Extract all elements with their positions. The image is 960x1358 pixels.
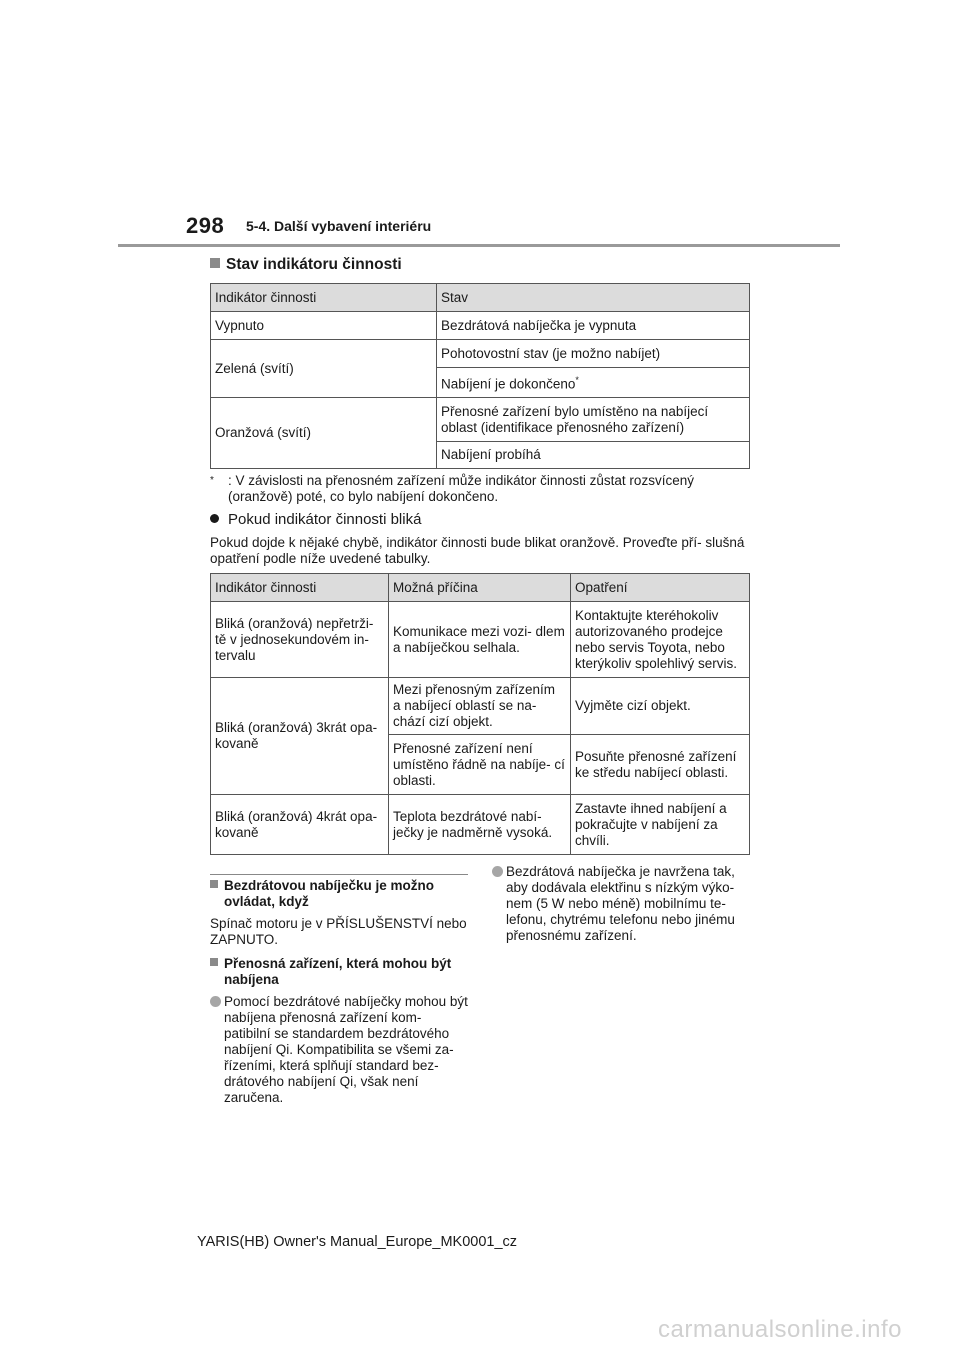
notes-left-column (210, 878, 470, 1106)
table-header-cell: Možná příčina (389, 574, 571, 602)
table-header-row (211, 574, 750, 602)
table-cell: Přenosné zařízení bylo umístěno na nabíjecí oblast (identifikace přenosného zařízení) (437, 398, 750, 442)
table-cell: Posuňte přenosné zařízení ke středu nabíjecí oblasti. (571, 735, 750, 795)
table-cell: Bezdrátová nabíječka je vypnuta (437, 312, 750, 340)
table-cell: Vypnuto (211, 312, 437, 340)
table-cell: Přenosné zařízení není umístěno řádně na nabíje- cí oblasti. (389, 735, 571, 795)
footnote-marker: * (575, 375, 579, 386)
table-row (211, 602, 750, 678)
table-header-cell: Indikátor činnosti (211, 284, 437, 312)
footnote-text: : V závislosti na přenosném zařízení může indikátor činnosti zůstat rozsvícený (oranžově) poté, co bylo nabíjení dokončeno. (228, 473, 694, 504)
table-header-row (211, 284, 750, 312)
table-header-cell: Stav (437, 284, 750, 312)
table-cell: Bliká (oranžová) nepřetrži- tě v jednosekundovém in- tervalu (211, 602, 389, 678)
error-table (210, 573, 750, 855)
bullet-dot-icon (210, 514, 219, 523)
table-cell: Kontaktujte kteréhokoliv autorizovaného prodejce nebo servis Toyota, nebo kterýkoliv spolehlivý servis. (571, 602, 750, 678)
table-cell (437, 368, 750, 398)
note-bullet (210, 994, 470, 1106)
table-row (211, 678, 750, 735)
table-cell: Vyjměte cizí objekt. (571, 678, 750, 735)
section-title: 5-4. Další vybavení interiéru (246, 218, 432, 234)
table-cell: Bliká (oranžová) 4krát opa- kovaně (211, 795, 389, 855)
table-header-cell: Indikátor činnosti (211, 574, 389, 602)
square-bullet-icon (210, 880, 218, 888)
table-cell-text: Nabíjení je dokončeno (441, 376, 576, 392)
footnote (210, 473, 755, 505)
table-cell: Oranžová (svítí) (211, 398, 437, 469)
table-header-cell: Opatření (571, 574, 750, 602)
table-cell: Nabíjení probíhá (437, 442, 750, 469)
square-bullet-icon (210, 258, 220, 268)
intro-paragraph: Pokud dojde k nějaké chybě, indikátor činnosti bude blikat oranžově. Proveďte pří- slušná opatření podle níže uvedené tabulky. (210, 535, 745, 566)
note-text: Spínač motoru je v PŘÍSLUŠENSTVÍ nebo ZAPNUTO. (210, 916, 467, 947)
note-bullet (492, 864, 757, 944)
note-heading (210, 956, 470, 988)
bullet-dot-icon (492, 866, 503, 877)
note-bullet-text: Bezdrátová nabíječka je navržena tak, aby dodávala elektřinu s nízkým výko- nem (5 W nebo méně) mobilnímu te- lefonu, chytrému telefonu nebo jinému přenosnému zařízení. (506, 864, 735, 943)
header-divider (118, 244, 840, 247)
table-cell: Bliká (oranžová) 3krát opa- kovaně (211, 678, 389, 795)
table-row (211, 312, 750, 340)
note-heading (210, 878, 470, 910)
footer-text: YARIS(HB) Owner's Manual_Europe_MK0001_cz (197, 1234, 518, 1250)
footnote-star: * (210, 475, 214, 486)
status-table (210, 283, 750, 469)
table-row (211, 398, 750, 442)
watermark: carmanualsonline.info (658, 1316, 902, 1343)
table-cell: Zelená (svítí) (211, 340, 437, 398)
table-cell: Komunikace mezi vozi- dlem a nabíječkou selhala. (389, 602, 571, 678)
table-row (211, 795, 750, 855)
heading-status-text: Stav indikátoru činnosti (226, 256, 402, 273)
note-heading-text: Bezdrátovou nabíječku je možno ovládat, když (224, 878, 435, 909)
table-row (211, 340, 750, 368)
table-cell: Zastavte ihned nabíjení a pokračujte v nabíjení za chvíli. (571, 795, 750, 855)
bullet-dot-icon (210, 996, 221, 1007)
heading-status (210, 256, 402, 274)
table-cell: Teplota bezdrátové nabí- ječky je nadměrně vysoká. (389, 795, 571, 855)
notes-right-column (492, 864, 757, 944)
footnote-mark (210, 473, 228, 493)
table-cell: Pohotovostní stav (je možno nabíjet) (437, 340, 750, 368)
square-bullet-icon (210, 958, 218, 966)
note-bullet-text: Pomocí bezdrátové nabíječky mohou být nabíjena přenosná zařízení kom- patibilní se standardem bezdrátového nabíjení Qi. Kompatibilita se všemi za- řízeními, která splňují standard bez- drátového nabíjení Qi, však není zaručena. (224, 994, 468, 1105)
heading-blinking (210, 511, 421, 528)
table-cell: Mezi přenosným zařízením a nabíjecí oblastí se na- chází cizí objekt. (389, 678, 571, 735)
notes-divider (210, 874, 468, 875)
heading-blinking-text: Pokud indikátor činnosti bliká (228, 511, 422, 528)
note-heading-text: Přenosná zařízení, která mohou být nabíjena (224, 956, 452, 987)
page-number: 298 (186, 213, 225, 238)
